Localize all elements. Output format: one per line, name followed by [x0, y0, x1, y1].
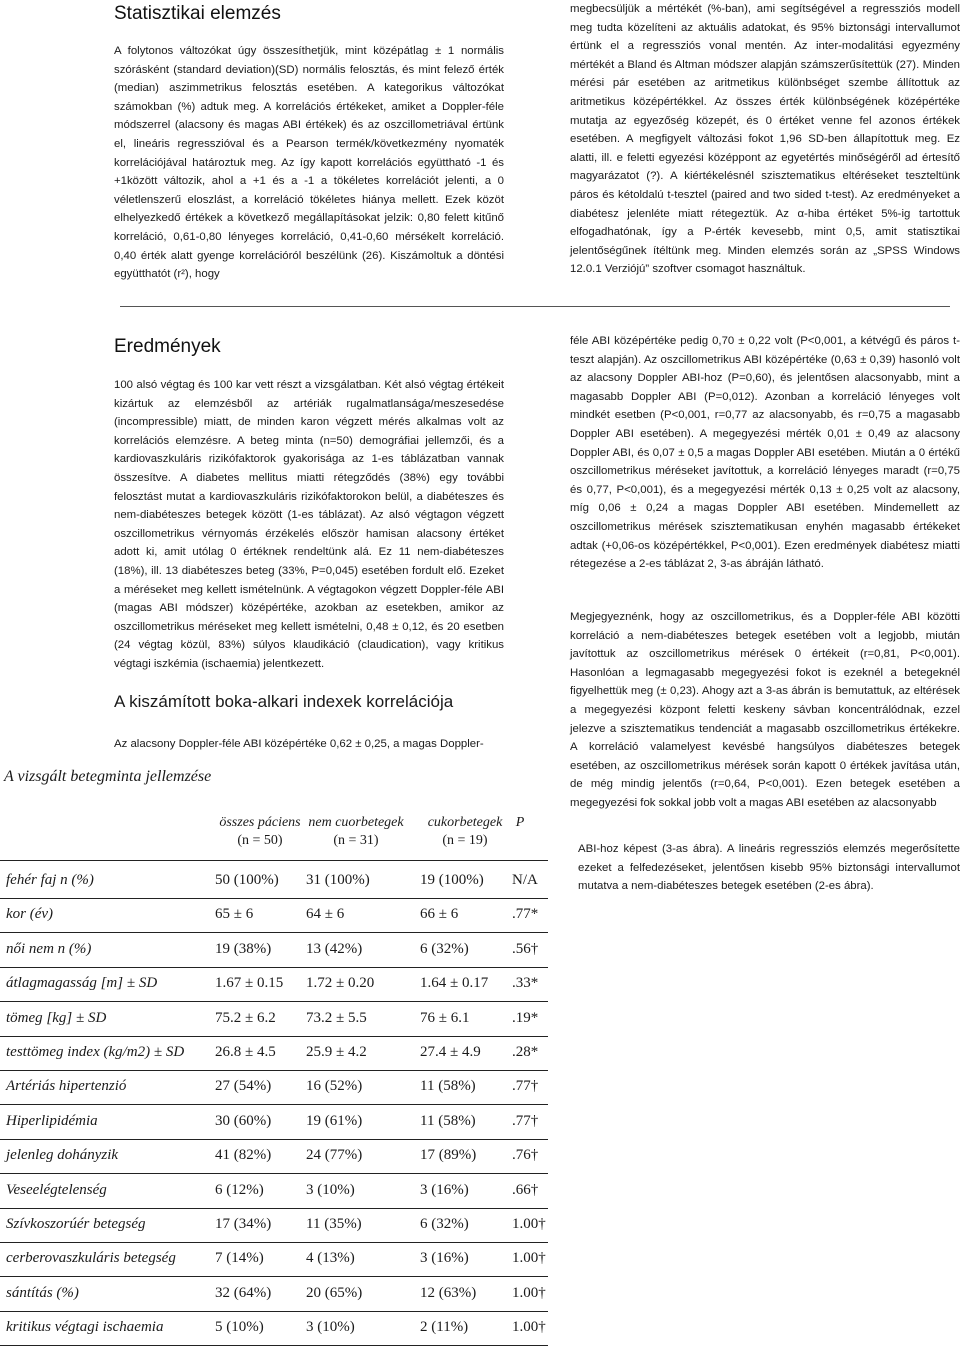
table-row-label: cerberovaszkuláris betegség — [6, 1250, 176, 1266]
table-cell: 5 (10%) — [215, 1319, 264, 1335]
table-cell: 6 (32%) — [420, 941, 469, 957]
table-cell: 41 (82%) — [215, 1147, 272, 1163]
table-cell: .77* — [512, 906, 539, 922]
table-row-rule — [0, 1070, 548, 1071]
table-row-label: Veseelégtelenség — [6, 1182, 107, 1198]
table-header-all: összes páciens (n = 50) — [219, 815, 301, 848]
table-cell: 66 ± 6 — [420, 906, 459, 922]
table-row-label: fehér faj n (%) — [6, 872, 94, 888]
table-cell: .77† — [512, 1113, 539, 1129]
table-header-nondiabetic: nem cuorbetegek (n = 31) — [308, 815, 404, 848]
table-cell: 76 ± 6.1 — [420, 1010, 470, 1026]
table-cell: 27.4 ± 4.9 — [420, 1044, 481, 1060]
table-row-rule — [0, 932, 548, 933]
table-cell: 65 ± 6 — [215, 906, 254, 922]
table-cell: 3 (16%) — [420, 1250, 469, 1266]
table-cell: 19 (100%) — [420, 872, 484, 888]
table-cell: .56† — [512, 941, 539, 957]
table-cell: 2 (11%) — [420, 1319, 469, 1335]
results-paragraph: 100 alsó végtag és 100 kar vett részt a vizsgálatban. Két alsó végtag értékeit kizártuk az elemzésből az artériák rugalmatlansága/meszesedése (incompressible) miatt, de minden karon végzett mérés alkalmas volt az korrelációs elemzésre. A beteg minta (n=50) demográfiai jellemzői, és a kardiovaszkuláris rizikófaktorok gyakorisága az 1-es táblázatban vannak összesítve. A diabetes mellitus miatti rétegződés (38%) egy további felosztást mutat a kardiovaszkuláris rizikófaktorokon belül, a diabéteszes és nem-diabéteszes betegek között (1-es táblázat). Az alsó végtagon végzett oszcillometrikus vérnyomás érzékelés először hamisan alacsony értéket adott ki, amit utólag 0 értéknek rendeltünk alá. Ez 11 nem-diabéteszes (18%), ill. 13 diabéteszes beteg (33%, P=0,045) esetében fordult elő. Ezeket a méréseket meg kellett ismételnünk. A végtagokon végzett Doppler-féle ABI (magas ABI módszer) középértéke, azokban az esetekben, amikor az oszcillometrikus méréseket meg kellett ismételni, 0,48 ± 0,12, és 20 esetben (24 végtag közül, 83%) súlyos klaudikáció (claudication), vagy kritikus végtagi iszkémia (ischaemia) jelentkezett. — [114, 379, 504, 670]
table-cell: 1.64 ± 0.17 — [420, 975, 489, 991]
table-cell: 4 (13%) — [306, 1250, 355, 1266]
table-title: A vizsgált betegminta jellemzése — [4, 768, 212, 785]
table-cell: 30 (60%) — [215, 1113, 272, 1129]
stat-right-paragraph: megbecsüljük a mértékét (%-ban), ami segítségével a regressziós modell meg tudta közelíteni az aktuális adatokat, és 95% biztonsági intervallumot értünk el a regressziós vonal mentén. Az inter-modalitási egyezmény mértékét a Bland és Altman módszer alapján számszerűsítettük (27). Minden mérési pár esetében az aritmetikus különbséget szembe állítottuk az aritmetikus középértékkel. Az összes érték különbségének középértéke mutatja az egyezőség közepét, és 0 értéket venne fel azonos értékek esetében. A megfigyelt változási fokot 1,96 SD-ben állapítottuk meg. Ez alatti, ill. e feletti egyezési középpont az egyetértés minőségéről ad értesítő magyarázatot (?). A kiértékelésnél szisztematikus eltéréseket teszteltünk páros és kétoldalú t-tesztel (paired and two sided t-test). Az eredményeket a diabétesz jelenléte miatt rétegeztük. Az α-hiba értéket 5%-ig tartottuk elfogadhatónak, így a P-érték kevesebb, mint 0,5, amit statisztikai jelentőségűnek ítéltünk meg. Minden elemzés során az „SPSS Windows 12.0.1 Verziójú” szoftver csomagot használtuk. — [570, 3, 960, 276]
table-row-rule — [0, 1345, 548, 1346]
table-cell: 32 (64%) — [215, 1285, 272, 1301]
table-cell: N/A — [512, 872, 538, 888]
table-cell: 17 (89%) — [420, 1147, 477, 1163]
table-row-label: átlagmagasság [m] ± SD — [6, 975, 158, 991]
table-cell: 75.2 ± 6.2 — [215, 1010, 276, 1026]
table-row-rule — [0, 1208, 548, 1209]
table-cell: 19 (61%) — [306, 1113, 363, 1129]
table-cell: 31 (100%) — [306, 872, 370, 888]
table-header-p: P — [515, 815, 525, 830]
results-right-paragraph-3: ABI-hoz képest (3-as ábra). A lineáris regressziós elemzés megerősítette ezeket a felfedezéseket, jelentősen kisebb 95% biztonsági intervallumot mutatva a nem-diabéteszes betegek esetében (2-es ábra). — [578, 843, 960, 893]
table-row-rule — [0, 1139, 548, 1140]
table-row-label: tömeg [kg] ± SD — [6, 1010, 107, 1026]
table-cell: .19* — [512, 1010, 539, 1026]
table-cell: 1.72 ± 0.20 — [306, 975, 375, 991]
stat-heading: Statisztikai elemzés — [114, 3, 281, 24]
table-cell: 3 (10%) — [306, 1319, 355, 1335]
table-cell: 3 (16%) — [420, 1182, 469, 1198]
table-row-label: kritikus végtagi ischaemia — [6, 1319, 164, 1335]
table-cell: 11 (58%) — [420, 1113, 476, 1129]
table-cell: 11 (58%) — [420, 1078, 476, 1094]
table-row-label: Szívkoszorúér betegség — [6, 1216, 146, 1232]
table-row-rule — [0, 1276, 548, 1277]
results-subheading: A kiszámított boka-alkari indexek korrelációja — [114, 692, 454, 711]
table-cell: .28* — [512, 1044, 539, 1060]
table-row-rule — [0, 1242, 548, 1243]
table-cell: 12 (63%) — [420, 1285, 477, 1301]
table-cell: 13 (42%) — [306, 941, 363, 957]
table-cell: .66† — [512, 1182, 539, 1198]
table-cell: 50 (100%) — [215, 872, 279, 888]
table-row-label: sántítás (%) — [6, 1285, 79, 1301]
table-cell: 1.00† — [512, 1319, 546, 1335]
table-row-label: testtömeg index (kg/m2) ± SD — [6, 1044, 185, 1060]
table-row-label: kor (év) — [6, 906, 54, 922]
results-right-paragraph-2: Megjegyeznénk, hogy az oszcillometrikus, és a Doppler-féle ABI közötti korreláció a nem-diabéteszes betegek esetében volt a legjobb, miután javítottuk az oszcillometrikus mérések 0 értékeit (r=0,81, P<0,001). Hasonlóan a legmagasabb megegyezési fokot is ezeknél a betegeknél figyelhettük meg (± 0,23). Ahogy azt a 3-as ábrán is bemutattuk, az eltérések a megegyezési központ feletti keskeny sávban koncentrálódnak, ezzel jelezve a szisztematikus tendenciát a magasabb oszcillometrikus értékekre. A korreláció valamelyest kevésbé hangsúlyos diabéteszes betegek esetében, az oszcillometrikus mérések során kapott 0 értékek javítása után, de még mindig jelentős (r=0,64, P<0,001). Ezen betegek esetében a megegyezési fok sokkal jobb volt a magas ABI esetében az alacsonyabb — [570, 611, 960, 809]
table-cell: .33* — [512, 975, 539, 991]
table-cell: 1.00† — [512, 1250, 546, 1266]
table-top-rule — [0, 860, 548, 861]
table-cell: 1.00† — [512, 1285, 546, 1301]
table-cell: .76† — [512, 1147, 539, 1163]
results-right-paragraph-1: féle ABI középértéke pedig 0,70 ± 0,22 volt (P<0,001, a kétvégű és páros t-teszt alapján). Az oszcillometrikus ABI középértéke (0,63 ± 0,39) hasonló volt az alacsony Doppler ABI-hoz (P=0,60), és jelentősen alacsonyabb, mint a magasabb Doppler ABI (P=0,012). Azonban a korreláció lényeges volt mindkét esetben (P<0,001, r=0,77 az alacsonyabb, és r=0,75 a magasabb Doppler ABI esetében). A megegyezési mérték 0,01 ± 0,49 az alacsony Doppler ABI, és 0,07 ± 0,5 a magas Doppler ABI esetében. Miután a 0 értékű oszcillometrikus méréseket javítottuk, a korreláció lényeges maradt (r=0,75 és 0,77, P<0,001), és a megegyezési mérték 0,13 ± 0,25 volt az alacsony, míg 0,06 ± 0,24 a magas Doppler ABI esetében. Mindemellett az oszcillometrikus mérések szisztematikusan enyhén magasabb értékeket adtak (+0,06-os középértékkel, P<0,001). Ezen eredmények diabétesz miatti rétegezése a 2-es táblázat 2, 3-as ábráján látható. — [570, 335, 960, 571]
table-cell: 20 (65%) — [306, 1285, 363, 1301]
section-divider — [120, 306, 950, 307]
table-cell: 17 (34%) — [215, 1216, 272, 1232]
table-cell: 25.9 ± 4.2 — [306, 1044, 367, 1060]
table-row-rule — [0, 1001, 548, 1002]
table-row-rule — [0, 1104, 548, 1105]
table-cell: 16 (52%) — [306, 1078, 363, 1094]
results-paragraph-2: Az alacsony Doppler-féle ABI középértéke 0,62 ± 0,25, a magas Doppler- — [114, 738, 484, 750]
table-row-label: Artériás hipertenzió — [6, 1078, 127, 1094]
table-cell: 26.8 ± 4.5 — [215, 1044, 276, 1060]
table-row-rule — [0, 967, 548, 968]
table-cell: 24 (77%) — [306, 1147, 363, 1163]
table-row-label: jelenleg dohányzik — [6, 1147, 119, 1163]
stat-paragraph: A folytonos változókat úgy összesíthetjük, mint középátlag ± 1 normális szórásként (standard deviation)(SD) normális felosztás, és mint felező érték (median) aszimmetrikus felosztás esetében. A kategorikus változókat számokban (%) adtuk meg. A korrelációs értékeket, amiket a Doppler-féle módszerrel (alacsony és magas ABI értékek) és az oszcillometriával értünk el, lineáris regresszióval és a Pearson termék/következmény nyomaték korrelációjával határoztuk meg. Az így kapott korrelációs együttható -1 és +1között változik, ahol a +1 és a -1 a tökéletes korrelációt jelenti, a 0 véletlenszerű eloszlást, a korreláció tökéletes hiánya mellett. Ezek közöt elhelyezkedő értékek a következő megállapításokat jelzik: 0,80 felett kitűnő korreláció, 0,61-0,80 lényeges korreláció, 0,41-0,60 mérsékelt korreláció. 0,40 érték alatt gyenge korrelációról beszélünk (26). Kiszámoltuk a döntési együtthatót (r²), hogy — [114, 45, 504, 281]
table-cell: 27 (54%) — [215, 1078, 272, 1094]
table-row-label: női nem n (%) — [6, 941, 92, 957]
table-cell: 11 (35%) — [306, 1216, 362, 1232]
table-cell: 6 (32%) — [420, 1216, 469, 1232]
table-cell: 73.2 ± 5.5 — [306, 1010, 367, 1026]
table-cell: 3 (10%) — [306, 1182, 355, 1198]
table-row-label: Hiperlipidémia — [6, 1113, 98, 1129]
table-row-rule — [0, 1311, 548, 1312]
table-row-rule — [0, 1036, 548, 1037]
table-cell: 1.67 ± 0.15 — [215, 975, 284, 991]
table-cell: 6 (12%) — [215, 1182, 264, 1198]
table-row-rule — [0, 898, 548, 899]
results-heading: Eredmények — [114, 336, 221, 357]
table-cell: 1.00† — [512, 1216, 546, 1232]
table-header-diabetic: cukorbetegek (n = 19) — [427, 815, 503, 848]
table-cell: 19 (38%) — [215, 941, 272, 957]
table-cell: .77† — [512, 1078, 539, 1094]
table-cell: 64 ± 6 — [306, 906, 345, 922]
table-row-rule — [0, 1173, 548, 1174]
table-cell: 7 (14%) — [215, 1250, 264, 1266]
